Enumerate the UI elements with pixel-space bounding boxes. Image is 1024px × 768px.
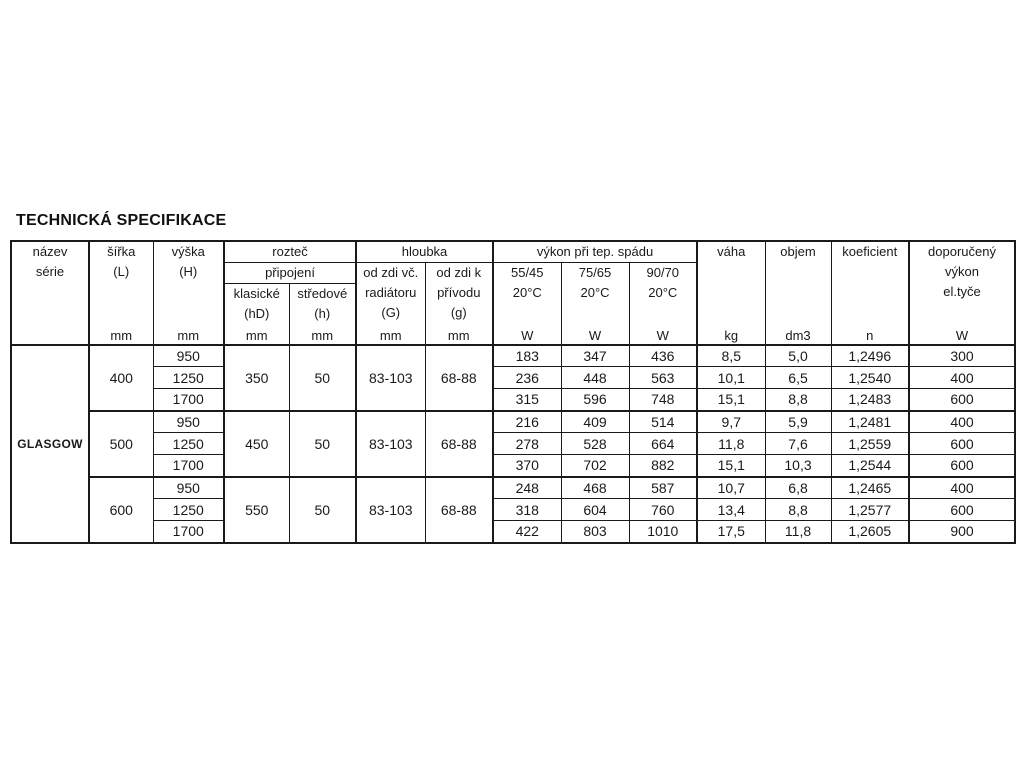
cell-w9070: 882	[629, 455, 697, 477]
unit-vaha: kg	[697, 327, 765, 345]
cell-w5545: 183	[493, 345, 561, 367]
cell-w5545: 278	[493, 433, 561, 455]
cell-vyska: 950	[153, 477, 224, 499]
table-row	[11, 345, 1015, 367]
table-row	[11, 389, 1015, 411]
unit-klasicke: mm	[224, 327, 289, 345]
cell-klasicke: 350	[224, 345, 289, 411]
cell-vyska: 950	[153, 345, 224, 367]
cell-w5545: 248	[493, 477, 561, 499]
series-cell: GLASGOW	[11, 345, 89, 543]
cell-koeficient: 1,2496	[831, 345, 909, 367]
unit-stredove: mm	[289, 327, 356, 345]
cell-dop: 400	[909, 477, 1015, 499]
cell-objem: 10,3	[765, 455, 831, 477]
unit-g2: mm	[425, 327, 493, 345]
cell-vaha: 9,7	[697, 411, 765, 433]
cell-w7565: 803	[561, 521, 629, 543]
cell-sirka: 500	[89, 411, 153, 477]
cell-vaha: 17,5	[697, 521, 765, 543]
cell-vyska: 1250	[153, 433, 224, 455]
unit-objem: dm3	[765, 327, 831, 345]
cell-objem: 6,5	[765, 367, 831, 389]
cell-w5545: 422	[493, 521, 561, 543]
cell-w7565: 596	[561, 389, 629, 411]
cell-w7565: 347	[561, 345, 629, 367]
cell-vyska: 1250	[153, 367, 224, 389]
unit-5545: W	[493, 327, 561, 345]
cell-w7565: 604	[561, 499, 629, 521]
cell-w9070: 748	[629, 389, 697, 411]
header-pripojeni: připojení	[224, 263, 356, 284]
cell-g2: 68-88	[425, 345, 493, 411]
cell-koeficient: 1,2483	[831, 389, 909, 411]
unit-g: mm	[356, 327, 425, 345]
cell-sirka: 600	[89, 477, 153, 543]
cell-w7565: 409	[561, 411, 629, 433]
cell-stredove: 50	[289, 411, 356, 477]
header-doporuceny: doporučený výkon el.tyče	[909, 241, 1015, 327]
cell-w9070: 514	[629, 411, 697, 433]
table-row	[11, 367, 1015, 389]
cell-w9070: 563	[629, 367, 697, 389]
cell-stredove: 50	[289, 345, 356, 411]
header-vyska: výška (H)	[153, 241, 224, 327]
cell-w9070: 760	[629, 499, 697, 521]
cell-vyska: 1250	[153, 499, 224, 521]
cell-g2: 68-88	[425, 477, 493, 543]
cell-dop: 400	[909, 411, 1015, 433]
cell-vyska: 1700	[153, 389, 224, 411]
cell-klasicke: 550	[224, 477, 289, 543]
header-vaha: váha	[697, 241, 765, 327]
cell-w9070: 1010	[629, 521, 697, 543]
cell-w5545: 370	[493, 455, 561, 477]
header-hloubka: hloubka	[356, 241, 493, 263]
cell-g: 83-103	[356, 411, 425, 477]
cell-w9070: 587	[629, 477, 697, 499]
table-row	[11, 411, 1015, 433]
cell-vaha: 8,5	[697, 345, 765, 367]
spec-table	[10, 240, 1016, 544]
cell-dop: 600	[909, 455, 1015, 477]
cell-dop: 600	[909, 499, 1015, 521]
header-koeficient: koeficient	[831, 241, 909, 327]
cell-objem: 5,9	[765, 411, 831, 433]
cell-w9070: 664	[629, 433, 697, 455]
table-row	[11, 477, 1015, 499]
unit-vyska: mm	[153, 327, 224, 345]
cell-koeficient: 1,2465	[831, 477, 909, 499]
cell-koeficient: 1,2544	[831, 455, 909, 477]
cell-dop: 300	[909, 345, 1015, 367]
cell-vaha: 10,1	[697, 367, 765, 389]
cell-koeficient: 1,2605	[831, 521, 909, 543]
header-nazev-serie	[11, 241, 89, 327]
cell-objem: 8,8	[765, 389, 831, 411]
table-row	[11, 455, 1015, 477]
header-vykon: výkon při tep. spádu	[493, 241, 697, 263]
cell-vaha: 15,1	[697, 389, 765, 411]
header-objem: objem	[765, 241, 831, 327]
cell-objem: 5,0	[765, 345, 831, 367]
cell-dop: 600	[909, 389, 1015, 411]
cell-klasicke: 450	[224, 411, 289, 477]
header-sirka: šířka (L)	[89, 241, 153, 327]
unit-koeficient: n	[831, 327, 909, 345]
cell-dop: 600	[909, 433, 1015, 455]
table-row	[11, 433, 1015, 455]
cell-g: 83-103	[356, 477, 425, 543]
cell-w5545: 318	[493, 499, 561, 521]
cell-objem: 8,8	[765, 499, 831, 521]
cell-vaha: 15,1	[697, 455, 765, 477]
cell-w7565: 528	[561, 433, 629, 455]
unit-9070: W	[629, 327, 697, 345]
cell-koeficient: 1,2481	[831, 411, 909, 433]
cell-vyska: 1700	[153, 455, 224, 477]
header-5545: 55/45 20°C	[493, 263, 561, 327]
header-stredove: středové (h)	[289, 284, 356, 327]
cell-vyska: 950	[153, 411, 224, 433]
cell-w7565: 702	[561, 455, 629, 477]
cell-dop: 400	[909, 367, 1015, 389]
header-klasicke: klasické (hD)	[224, 284, 289, 327]
cell-objem: 6,8	[765, 477, 831, 499]
cell-w9070: 436	[629, 345, 697, 367]
cell-dop: 900	[909, 521, 1015, 543]
cell-objem: 11,8	[765, 521, 831, 543]
cell-vyska: 1700	[153, 521, 224, 543]
cell-objem: 7,6	[765, 433, 831, 455]
cell-koeficient: 1,2540	[831, 367, 909, 389]
table-row	[11, 521, 1015, 543]
cell-vaha: 10,7	[697, 477, 765, 499]
cell-g2: 68-88	[425, 411, 493, 477]
header-od-zdi-vc: od zdi vč. radiátoru (G)	[356, 263, 425, 327]
header-roztec: rozteč	[224, 241, 356, 263]
cell-w5545: 216	[493, 411, 561, 433]
header-9070: 90/70 20°C	[629, 263, 697, 327]
cell-w5545: 315	[493, 389, 561, 411]
header-7565: 75/65 20°C	[561, 263, 629, 327]
cell-koeficient: 1,2559	[831, 433, 909, 455]
cell-g: 83-103	[356, 345, 425, 411]
header-nazev-line2: série	[35, 264, 65, 279]
cell-vaha: 11,8	[697, 433, 765, 455]
cell-sirka: 400	[89, 345, 153, 411]
unit-nazev	[11, 327, 89, 345]
header-od-zdi-k: od zdi k přívodu (g)	[425, 263, 493, 327]
unit-doporuceny: W	[909, 327, 1015, 345]
unit-7565: W	[561, 327, 629, 345]
cell-vaha: 13,4	[697, 499, 765, 521]
header-nazev-line1: název	[32, 244, 68, 259]
cell-w7565: 468	[561, 477, 629, 499]
unit-sirka: mm	[89, 327, 153, 345]
cell-stredove: 50	[289, 477, 356, 543]
page-title: TECHNICKÁ SPECIFIKACE	[16, 212, 227, 229]
cell-w5545: 236	[493, 367, 561, 389]
cell-w7565: 448	[561, 367, 629, 389]
table-row	[11, 499, 1015, 521]
cell-koeficient: 1,2577	[831, 499, 909, 521]
